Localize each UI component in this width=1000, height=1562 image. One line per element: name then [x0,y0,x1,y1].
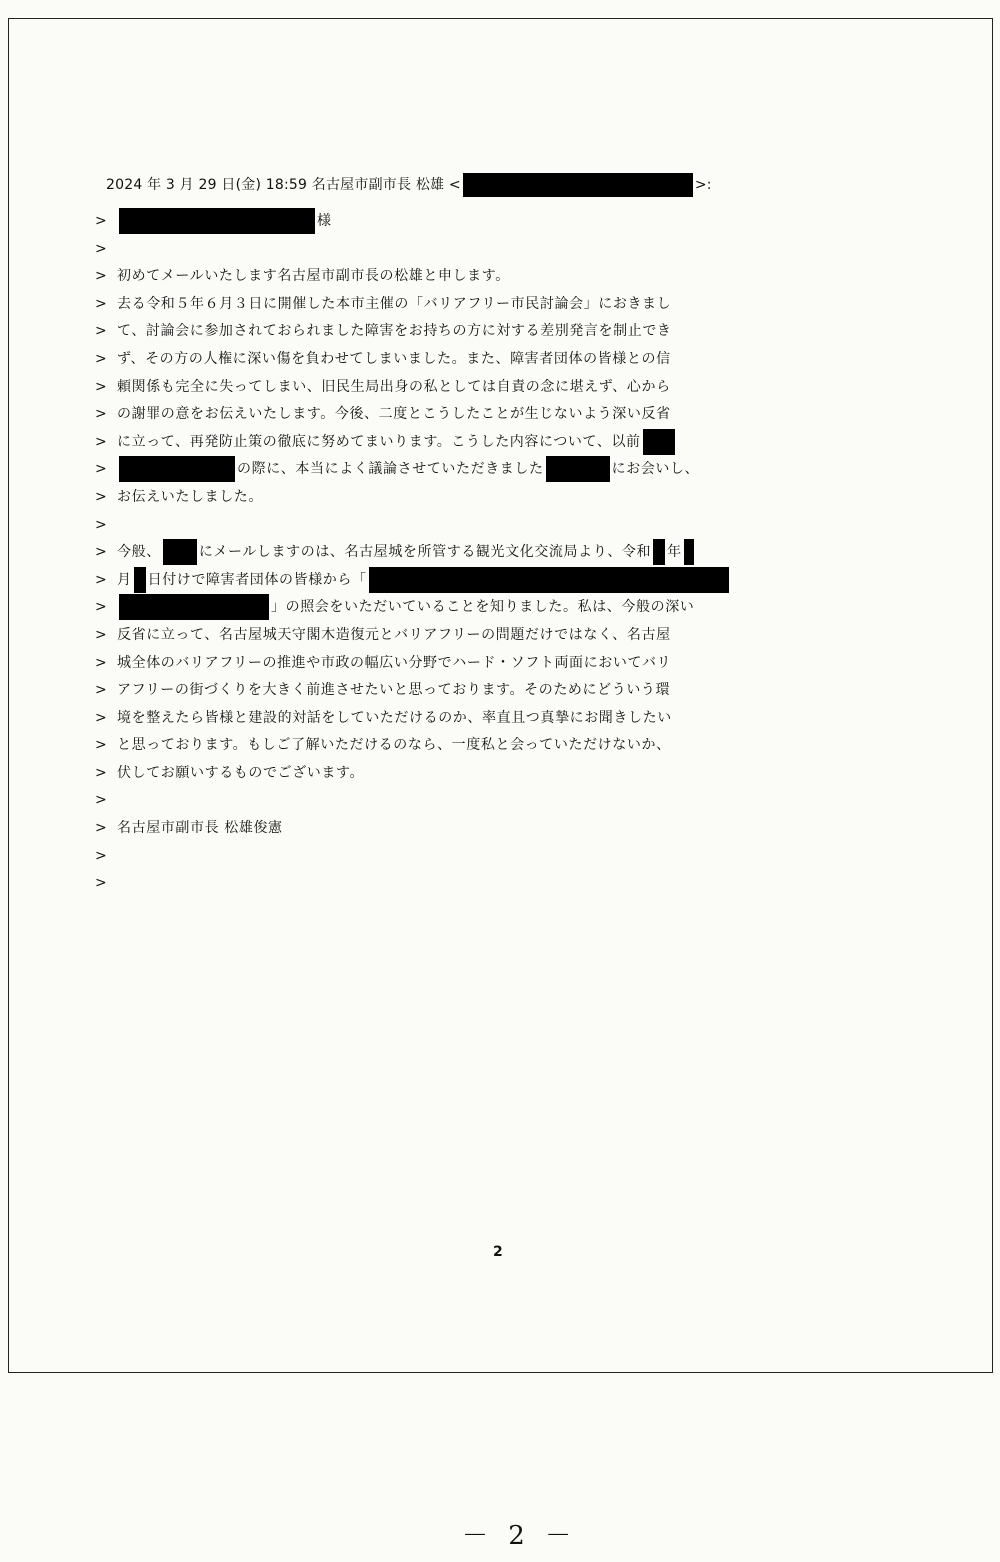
quote-line [95,512,795,540]
quoted-text: に立って、再発防止策の徹底に努めてまいります。こうした内容について、以前 [117,433,641,450]
email-bracket-close: >: [694,177,712,193]
quote-line [95,291,795,319]
redacted-block [684,539,694,565]
signature-line [95,815,795,843]
quote-marker: > [95,571,108,588]
quoted-text: お伝えいたしました。 [117,488,263,505]
redacted-block [643,429,675,455]
quoted-text: て、討論会に参加されておられました障害をお持ちの方に対する差別発言を制止でき [117,323,672,340]
quote-marker: > [95,626,108,643]
quoted-text: 」の照会をいただいていることを知りました。私は、今般の深い [271,599,695,616]
quote-marker: > [95,654,108,671]
quote-marker: > [95,213,108,229]
quote-line [95,539,795,567]
quote-line [95,374,795,402]
quote-line [95,760,795,788]
quoted-text: 月 [117,571,132,588]
quote-marker: > [95,488,108,505]
quote-marker: > [95,461,108,478]
salutation-suffix: 様 [317,213,332,229]
quoted-text: ず、その方の人権に深い傷を負わせてしまいました。また、障害者団体の皆様との信 [117,350,671,367]
quote-line [95,346,795,374]
quote-line [95,567,795,595]
quote-line [95,236,795,264]
quoted-text: 頼関係も完全に失ってしまい、旧民生局出身の私としては自責の念に堪えず、心から [117,378,671,395]
quote-line [95,318,795,346]
quote-line [95,732,795,760]
quoted-text: アフリーの街づくりを大きく前進させたいと思っております。そのためにどういう環 [117,682,671,699]
quote-marker: > [95,847,108,864]
redacted-block [546,456,610,482]
quoted-text: の謝罪の意をお伝えいたします。今後、二度とこうしたことが生じないよう深い反省 [117,406,671,423]
quoted-text: の際に、本当によく議論させていただきました [237,461,544,478]
sent-info: 2024 年 3 月 29 日(金) 18:59 名古屋市副市長 松雄 < [106,177,461,193]
quote-line [95,263,795,291]
quote-marker: > [95,820,108,837]
quote-marker: > [95,433,108,450]
quote-marker: > [95,682,108,699]
quote-marker: > [95,240,108,257]
quote-marker: > [95,544,108,561]
quoted-text: 年 [667,544,682,561]
redacted-block [369,567,729,593]
outer-page-number: － 2 － [462,1521,578,1551]
quote-line [95,484,795,512]
quote-marker: > [95,268,108,285]
quoted-text: にメールしますのは、名古屋城を所管する観光文化交流局より、令和 [198,544,652,561]
quoted-text: 去る令和５年６月３日に開催した本市主催の「バリアフリー市民討論会」におきまし [117,295,672,312]
email-header [106,173,712,197]
quote-line [95,650,795,678]
quote-marker: > [95,516,108,533]
quote-line [95,705,795,733]
inner-page-number: 2 [493,1244,503,1260]
quote-line [95,843,795,871]
quoted-text: にお会いし、 [611,461,700,478]
quote-line [95,208,795,236]
quote-marker: > [95,875,108,892]
redacted-block [119,208,315,234]
quoted-text: 反省に立って、名古屋城天守閣木造復元とバリアフリーの問題だけではなく、名古屋 [117,626,671,643]
quoted-text: 今般、 [117,544,161,561]
quote-marker: > [95,350,108,367]
quote-marker: > [95,709,108,726]
redacted-block [463,173,693,197]
quoted-text: 境を整えたら皆様と建設的対話をしていただけるのか、率直且つ真摯にお聞きしたい [117,709,672,726]
quote-line [95,456,795,484]
quote-line [95,677,795,705]
quote-marker: > [95,792,108,809]
quote-marker: > [95,378,108,395]
quote-marker: > [95,406,108,423]
quote-line [95,429,795,457]
quote-marker: > [95,599,108,616]
quote-marker: > [95,737,108,754]
quoted-text: 名古屋市副市長 松雄俊憲 [117,820,283,837]
redacted-block [653,539,665,565]
quote-line [95,622,795,650]
quote-marker: > [95,295,108,312]
quoted-text: と思っております。もしご了解いただけるのなら、一度私と会っていただけないか、 [117,737,671,754]
redacted-block [134,567,146,593]
quoted-text: 初めてメールいたします名古屋市副市長の松雄と申します。 [117,268,510,285]
redacted-block [119,594,269,620]
quoted-text: 日付けで障害者団体の皆様から「 [147,571,367,588]
redacted-block [119,456,235,482]
quote-line [95,787,795,815]
email-body [95,208,795,898]
quote-line [95,594,795,622]
quote-marker: > [95,764,108,781]
quote-line [95,401,795,429]
quoted-text: 城全体のバリアフリーの推進や市政の幅広い分野でハード・ソフト両面においてバリ [117,654,672,671]
quote-line [95,870,795,898]
quoted-text: 伏してお願いするものでございます。 [117,764,365,781]
quote-marker: > [95,323,108,340]
redacted-block [163,539,197,565]
